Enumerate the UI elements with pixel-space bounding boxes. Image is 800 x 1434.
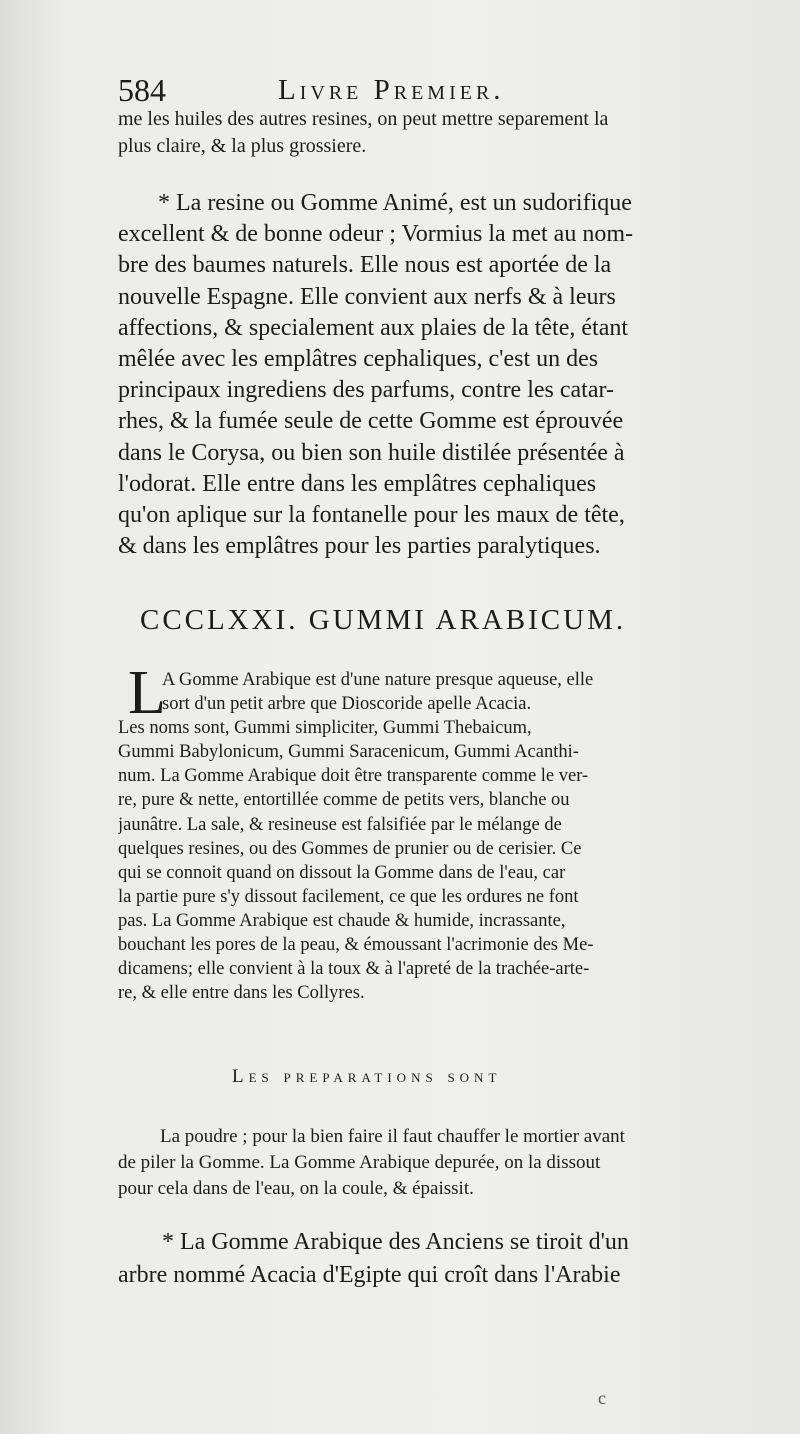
text-line: dans le Corysa, ou bien son huile distilée présentée à	[118, 439, 625, 466]
running-title: Livre Premier.	[278, 74, 505, 106]
text-line: me les huiles des autres resines, on peut mettre separement la	[118, 108, 609, 130]
preparations-paragraph	[118, 1124, 786, 1202]
text-line: la partie pure s'y dissout facilement, ce que les ordures ne font	[118, 886, 579, 907]
text-line: re, pure & nette, entortillée comme de petits vers, blanche ou	[118, 790, 570, 811]
text-line: sort d'un petit arbre que Dioscoride apelle Acacia.	[162, 694, 532, 715]
text-line: qu'on aplique sur la fontanelle pour les maux de tête,	[118, 502, 625, 529]
signature-mark: c	[598, 1388, 606, 1408]
drop-cap: L	[128, 659, 166, 727]
text-line: affections, & specialement aux plaies de la tête, étant	[118, 314, 629, 341]
text-line: num. La Gomme Arabique doit être transparente comme le ver-	[118, 766, 589, 787]
anciens-paragraph	[118, 1226, 786, 1292]
text-line: nouvelle Espagne. Elle convient aux nerfs & à leurs	[118, 283, 616, 310]
subheading: Les preparations sont	[232, 1066, 502, 1087]
text-line: excellent & de bonne odeur ; Vormius la met au nom-	[118, 221, 633, 248]
text-line: bre des baumes naturels. Elle nous est aportée de la	[118, 252, 612, 279]
text-line: * La resine ou Gomme Animé, est un sudorifique	[158, 190, 632, 216]
text-line: pour cela dans de l'eau, on la coule, & épaissit.	[118, 1178, 474, 1199]
carry-over-paragraph	[118, 106, 786, 160]
text-line: Gummi Babylonicum, Gummi Saracenicum, Gummi Acanthi-	[118, 742, 579, 763]
section-heading: CCCLXXI. GUMMI ARABICUM.	[140, 604, 627, 636]
text-line: pas. La Gomme Arabique est chaude & humide, incrassante,	[118, 910, 566, 931]
text-line: La poudre ; pour la bien faire il faut chauffer le mortier avant	[160, 1126, 625, 1147]
text-line: jaunâtre. La sale, & resineuse est falsifiée par le mélange de	[118, 814, 562, 835]
text-line: plus claire, & la plus grossiere.	[118, 135, 367, 157]
text-line: rhes, & la fumée seule de cette Gomme est éprouvée	[118, 408, 624, 435]
page-number: 584	[118, 72, 166, 108]
text-line: mêlée avec les emplâtres cephaliques, c'est un des	[118, 346, 599, 373]
text-line: principaux ingrediens des parfums, contre les catar-	[118, 377, 614, 404]
text-line: bouchant les pores de la peau, & émoussant l'acrimonie des Me-	[118, 935, 594, 956]
text-line: re, & elle entre dans les Collyres.	[118, 983, 365, 1004]
text-line: & dans les emplâtres pour les parties paralytiques.	[118, 533, 601, 560]
gomme-anime-paragraph	[118, 188, 786, 562]
text-line: qui se connoit quand on dissout la Gomme dans de l'eau, car	[118, 862, 566, 883]
text-line: dicamens; elle convient à la toux & à l'apreté de la trachée-arte-	[118, 959, 590, 980]
gummi-arabicum-paragraph	[118, 668, 786, 1005]
text-line: * La Gomme Arabique des Anciens se tiroit d'un	[162, 1229, 629, 1255]
text-line: A Gomme Arabique est d'une nature presque aqueuse, elle	[162, 670, 594, 690]
text-line: quelques resines, ou des Gommes de prunier ou de cerisier. Ce	[118, 838, 582, 859]
text-line: de piler la Gomme. La Gomme Arabique depurée, on la dissout	[118, 1152, 601, 1173]
text-line: l'odorat. Elle entre dans les emplâtres cephaliques	[118, 470, 597, 497]
text-line: Les noms sont, Gummi simpliciter, Gummi Thebaicum,	[118, 718, 532, 739]
text-line: arbre nommé Acacia d'Egipte qui croît dans l'Arabie	[118, 1262, 621, 1288]
